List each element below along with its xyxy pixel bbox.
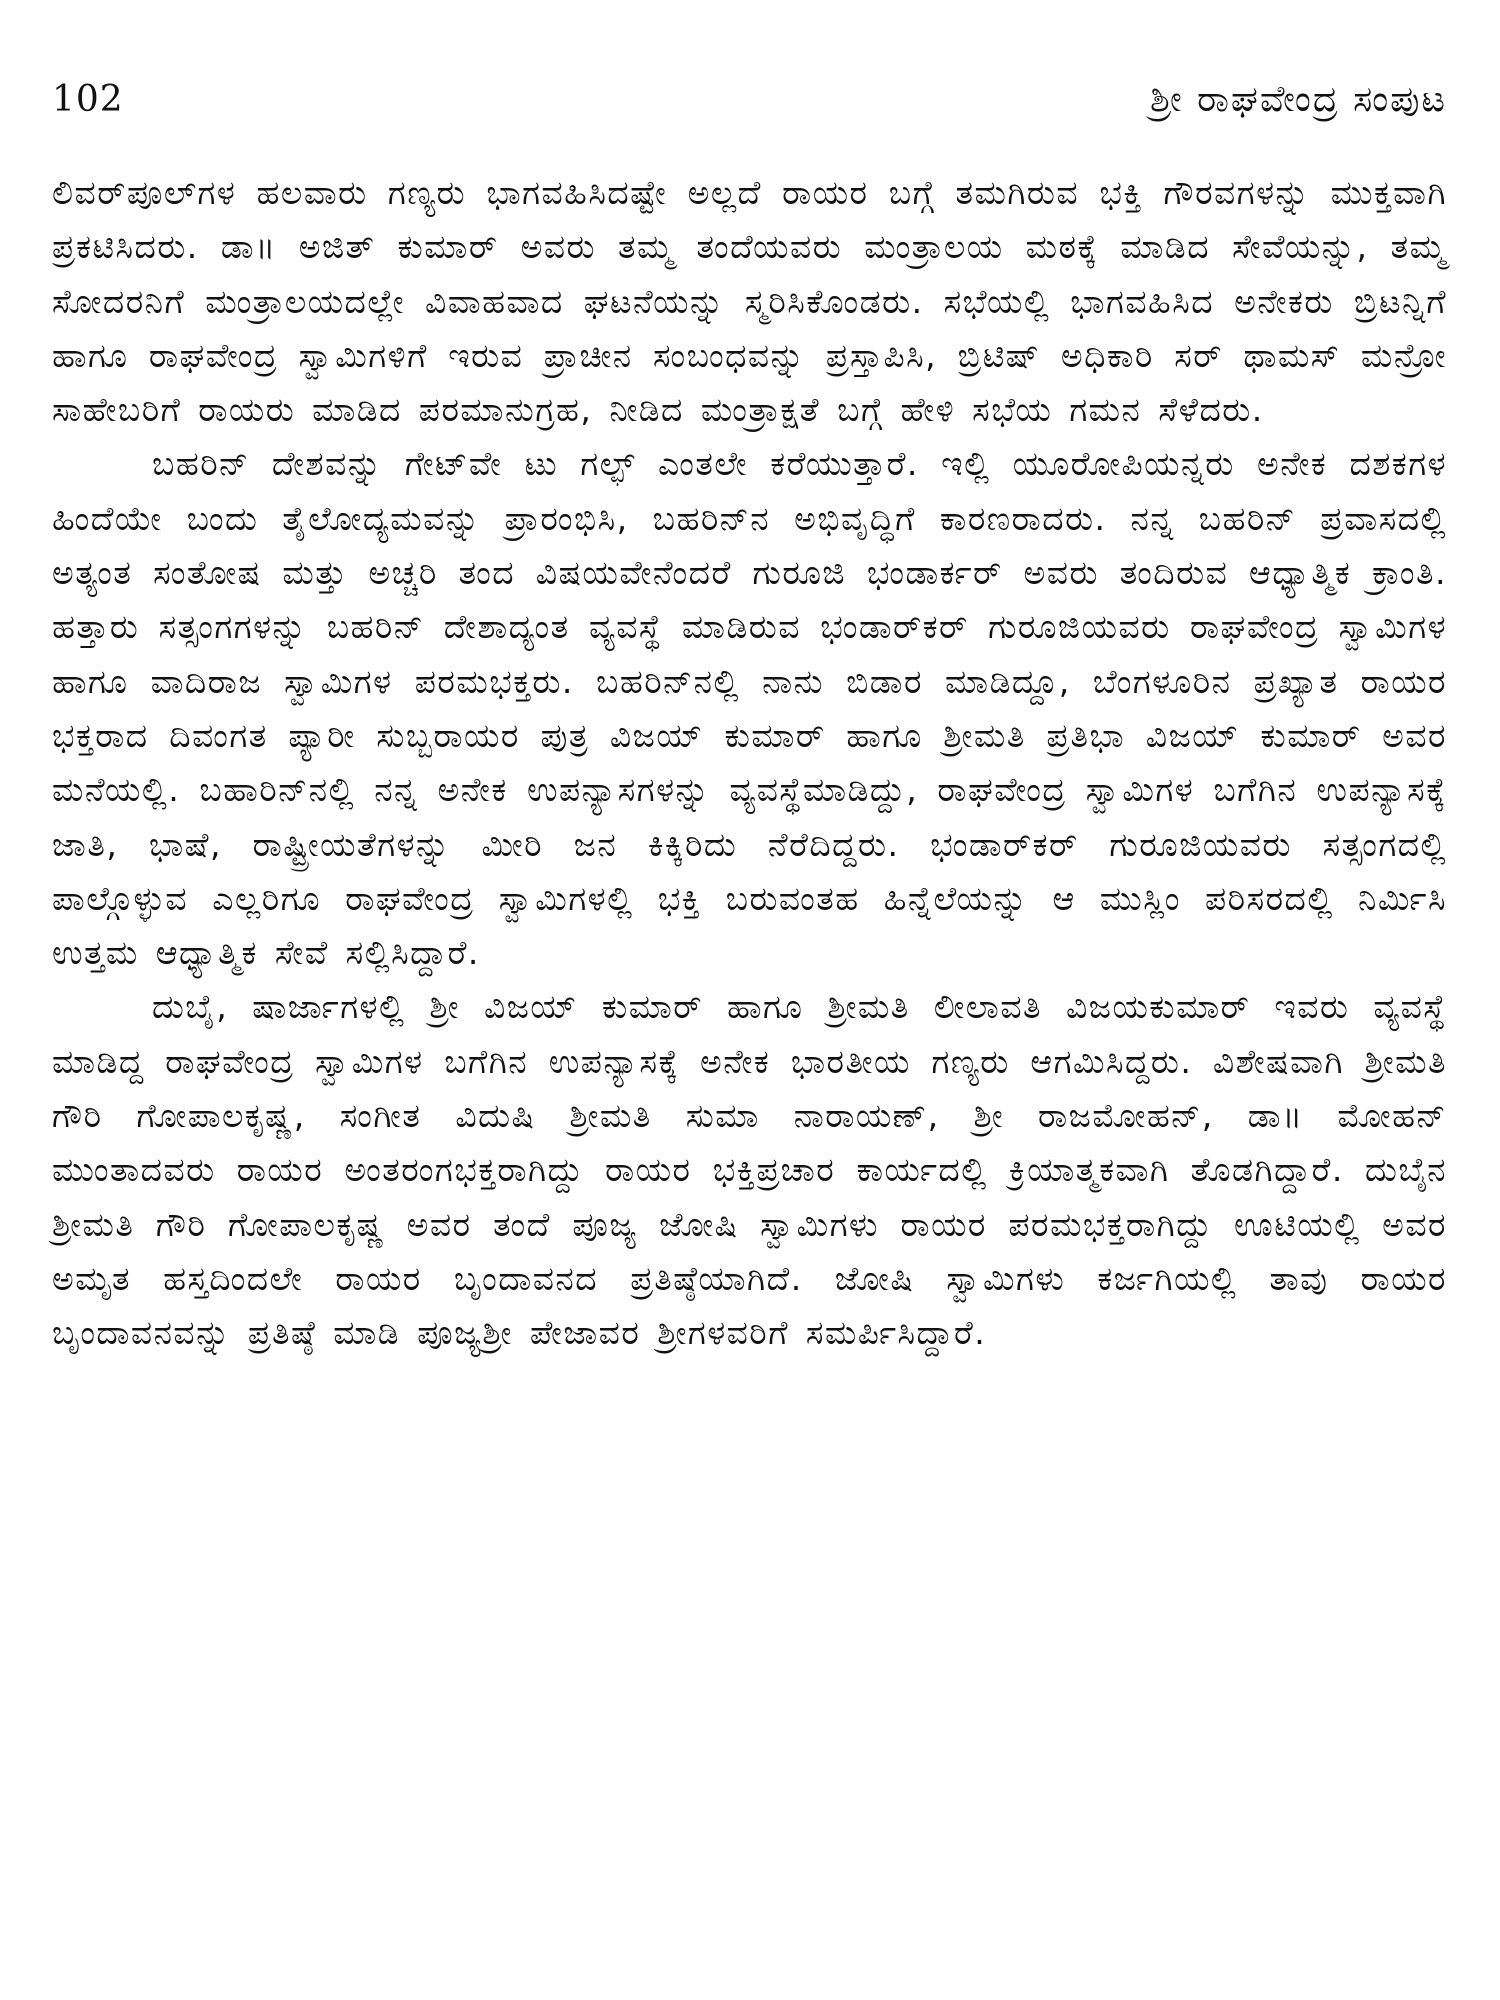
paragraph-1: ಲಿವರ್‌ಪೂಲ್‌ಗಳ ಹಲವಾರು ಗಣ್ಯರು ಭಾಗವಹಿಸಿದಷ್ಟೇ ಅಲ್ಲದೆ ರಾಯರ ಬಗ್ಗೆ ತಮಗಿರುವ ಭಕ್ತಿ ಗೌರವಗಳನ್ನು ಮುಕ್ತವಾಗಿ ಪ್ರಕಟಿಸಿದರು. ಡಾ॥ ಅಜಿತ್ ಕುಮಾರ್ ಅವರು ತಮ್ಮ ತಂದೆಯವರು ಮಂತ್ರಾಲಯ ಮಠಕ್ಕೆ ಮಾಡಿದ ಸೇವೆಯನ್ನು, ತಮ್ಮ ಸೋದರನಿಗೆ ಮಂತ್ರಾಲಯದಲ್ಲೇ ವಿವಾಹವಾದ ಘಟನೆಯನ್ನು ಸ್ಮರಿಸಿಕೊಂಡರು. ಸಭೆಯಲ್ಲಿ ಭಾಗವಹಿಸಿದ ಅನೇಕರು ಬ್ರಿಟನ್ನಿಗೆ ಹಾಗೂ ರಾಘವೇಂದ್ರ ಸ್ವಾಮಿಗಳಿಗೆ ಇರುವ ಪ್ರಾಚೀನ ಸಂಬಂಧವನ್ನು ಪ್ರಸ್ತಾಪಿಸಿ, ಬ್ರಿಟಿಷ್ ಅಧಿಕಾರಿ ಸರ್ ಥಾಮಸ್ ಮನ್ರೋ ಸಾಹೇಬರಿಗೆ ರಾಯರು ಮಾಡಿದ ಪರಮಾನುಗ್ರಹ, ನೀಡಿದ ಮಂತ್ರಾಕ್ಷತೆ ಬಗ್ಗೆ ಹೇಳಿ ಸಭೆಯ ಗಮನ ಸೆಳೆದರು. xyxy=(52,173,1447,430)
running-title: ಶ್ರೀ ರಾಘವೇಂದ್ರ ಸಂಪುಟ xyxy=(1150,79,1447,120)
page-header xyxy=(52,60,1447,120)
book-page xyxy=(52,60,1447,1960)
page-number: 102 xyxy=(52,79,124,120)
paragraph-3: ದುಬೈ, ಷಾರ್ಜಾಗಳಲ್ಲಿ ಶ್ರೀ ವಿಜಯ್ ಕುಮಾರ್ ಹಾಗೂ ಶ್ರೀಮತಿ ಲೀಲಾವತಿ ವಿಜಯಕುಮಾರ್ ಇವರು ವ್ಯವಸ್ಥೆ ಮಾಡಿದ್ದ ರಾಘವೇಂದ್ರ ಸ್ವಾಮಿಗಳ ಬಗೆಗಿನ ಉಪನ್ಯಾಸಕ್ಕೆ ಅನೇಕ ಭಾರತೀಯ ಗಣ್ಯರು ಆಗಮಿಸಿದ್ದರು. ವಿಶೇಷವಾಗಿ ಶ್ರೀಮತಿ ಗೌರಿ ಗೋಪಾಲಕೃಷ್ಣ, ಸಂಗೀತ ವಿದುಷಿ ಶ್ರೀಮತಿ ಸುಮಾ ನಾರಾಯಣ್, ಶ್ರೀ ರಾಜಮೋಹನ್, ಡಾ॥ ಮೋಹನ್ ಮುಂತಾದವರು ರಾಯರ ಅಂತರಂಗಭಕ್ತರಾಗಿದ್ದು ರಾಯರ ಭಕ್ತಿಪ್ರಚಾರ ಕಾರ್ಯದಲ್ಲಿ ಕ್ರಿಯಾತ್ಮಕವಾಗಿ ತೊಡಗಿದ್ದಾರೆ. ದುಬೈನ ಶ್ರೀಮತಿ ಗೌರಿ ಗೋಪಾಲಕೃಷ್ಣ ಅವರ ತಂದೆ ಪೂಜ್ಯ ಜೋಷಿ ಸ್ವಾಮಿಗಳು ರಾಯರ ಪರಮಭಕ್ತರಾಗಿದ್ದು ಊಟಿಯಲ್ಲಿ ಅವರ ಅಮೃತ ಹಸ್ತದಿಂದಲೇ ರಾಯರ ಬೃಂದಾವನದ ಪ್ರತಿಷ್ಠೆಯಾಗಿದೆ. ಜೋಷಿ ಸ್ವಾಮಿಗಳು ಕರ್ಜಗಿಯಲ್ಲಿ ತಾವು ರಾಯರ ಬೃಂದಾವನವನ್ನು ಪ್ರತಿಷ್ಠೆ ಮಾಡಿ ಪೂಜ್ಯಶ್ರೀ ಪೇಜಾವರ ಶ್ರೀಗಳವರಿಗೆ ಸಮರ್ಪಿಸಿದ್ದಾರೆ. xyxy=(52,987,1447,1353)
page-body xyxy=(52,166,1447,1361)
paragraph-2: ಬಹರಿನ್ ದೇಶವನ್ನು ಗೇಟ್‌ವೇ ಟು ಗಲ್ಫ್ ಎಂತಲೇ ಕರೆಯುತ್ತಾರೆ. ಇಲ್ಲಿ ಯೂರೋಪಿಯನ್ನರು ಅನೇಕ ದಶಕಗಳ ಹಿಂದೆಯೇ ಬಂದು ತೈಲೋದ್ಯಮವನ್ನು ಪ್ರಾರಂಭಿಸಿ, ಬಹರಿನ್‌ನ ಅಭಿವೃದ್ಧಿಗೆ ಕಾರಣರಾದರು. ನನ್ನ ಬಹರಿನ್ ಪ್ರವಾಸದಲ್ಲಿ ಅತ್ಯಂತ ಸಂತೋಷ ಮತ್ತು ಅಚ್ಚರಿ ತಂದ ವಿಷಯವೇನೆಂದರೆ ಗುರೂಜಿ ಭಂಡಾರ್ಕರ್ ಅವರು ತಂದಿರುವ ಆಧ್ಯಾತ್ಮಿಕ ಕ್ರಾಂತಿ. ಹತ್ತಾರು ಸತ್ಸಂಗಗಳನ್ನು ಬಹರಿನ್ ದೇಶಾದ್ಯಂತ ವ್ಯವಸ್ಥೆ ಮಾಡಿರುವ ಭಂಡಾರ್‌ಕರ್ ಗುರೂಜಿಯವರು ರಾಘವೇಂದ್ರ ಸ್ವಾಮಿಗಳ ಹಾಗೂ ವಾದಿರಾಜ ಸ್ವಾಮಿಗಳ ಪರಮಭಕ್ತರು. ಬಹರಿನ್‌ನಲ್ಲಿ ನಾನು ಬಿಡಾರ ಮಾಡಿದ್ದೂ, ಬೆಂಗಳೂರಿನ ಪ್ರಖ್ಯಾತ ರಾಯರ ಭಕ್ತರಾದ ದಿವಂಗತ ಪ್ಯಾರೀ ಸುಬ್ಬರಾಯರ ಪುತ್ರ ವಿಜಯ್ ಕುಮಾರ್ ಹಾಗೂ ಶ್ರೀಮತಿ ಪ್ರತಿಭಾ ವಿಜಯ್ ಕುಮಾರ್ ಅವರ ಮನೆಯಲ್ಲಿ. ಬಹಾರಿನ್‌ನಲ್ಲಿ ನನ್ನ ಅನೇಕ ಉಪನ್ಯಾಸಗಳನ್ನು ವ್ಯವಸ್ಥೆಮಾಡಿದ್ದು, ರಾಘವೇಂದ್ರ ಸ್ವಾಮಿಗಳ ಬಗೆಗಿನ ಉಪನ್ಯಾಸಕ್ಕೆ ಜಾತಿ, ಭಾಷೆ, ರಾಷ್ಟ್ರೀಯತೆಗಳನ್ನು ಮೀರಿ ಜನ ಕಿಕ್ಕಿರಿದು ನೆರೆದಿದ್ದರು. ಭಂಡಾರ್‌ಕರ್ ಗುರೂಜಿಯವರು ಸತ್ಸಂಗದಲ್ಲಿ ಪಾಲ್ಗೊಳ್ಳುವ ಎಲ್ಲರಿಗೂ ರಾಘವೇಂದ್ರ ಸ್ವಾಮಿಗಳಲ್ಲಿ ಭಕ್ತಿ ಬರುವಂತಹ ಹಿನ್ನೆಲೆಯನ್ನು ಆ ಮುಸ್ಲಿಂ ಪರಿಸರದಲ್ಲಿ ನಿರ್ಮಿಸಿ ಉತ್ತಮ ಆಧ್ಯಾತ್ಮಿಕ ಸೇವೆ ಸಲ್ಲಿಸಿದ್ದಾರೆ. xyxy=(52,444,1447,973)
